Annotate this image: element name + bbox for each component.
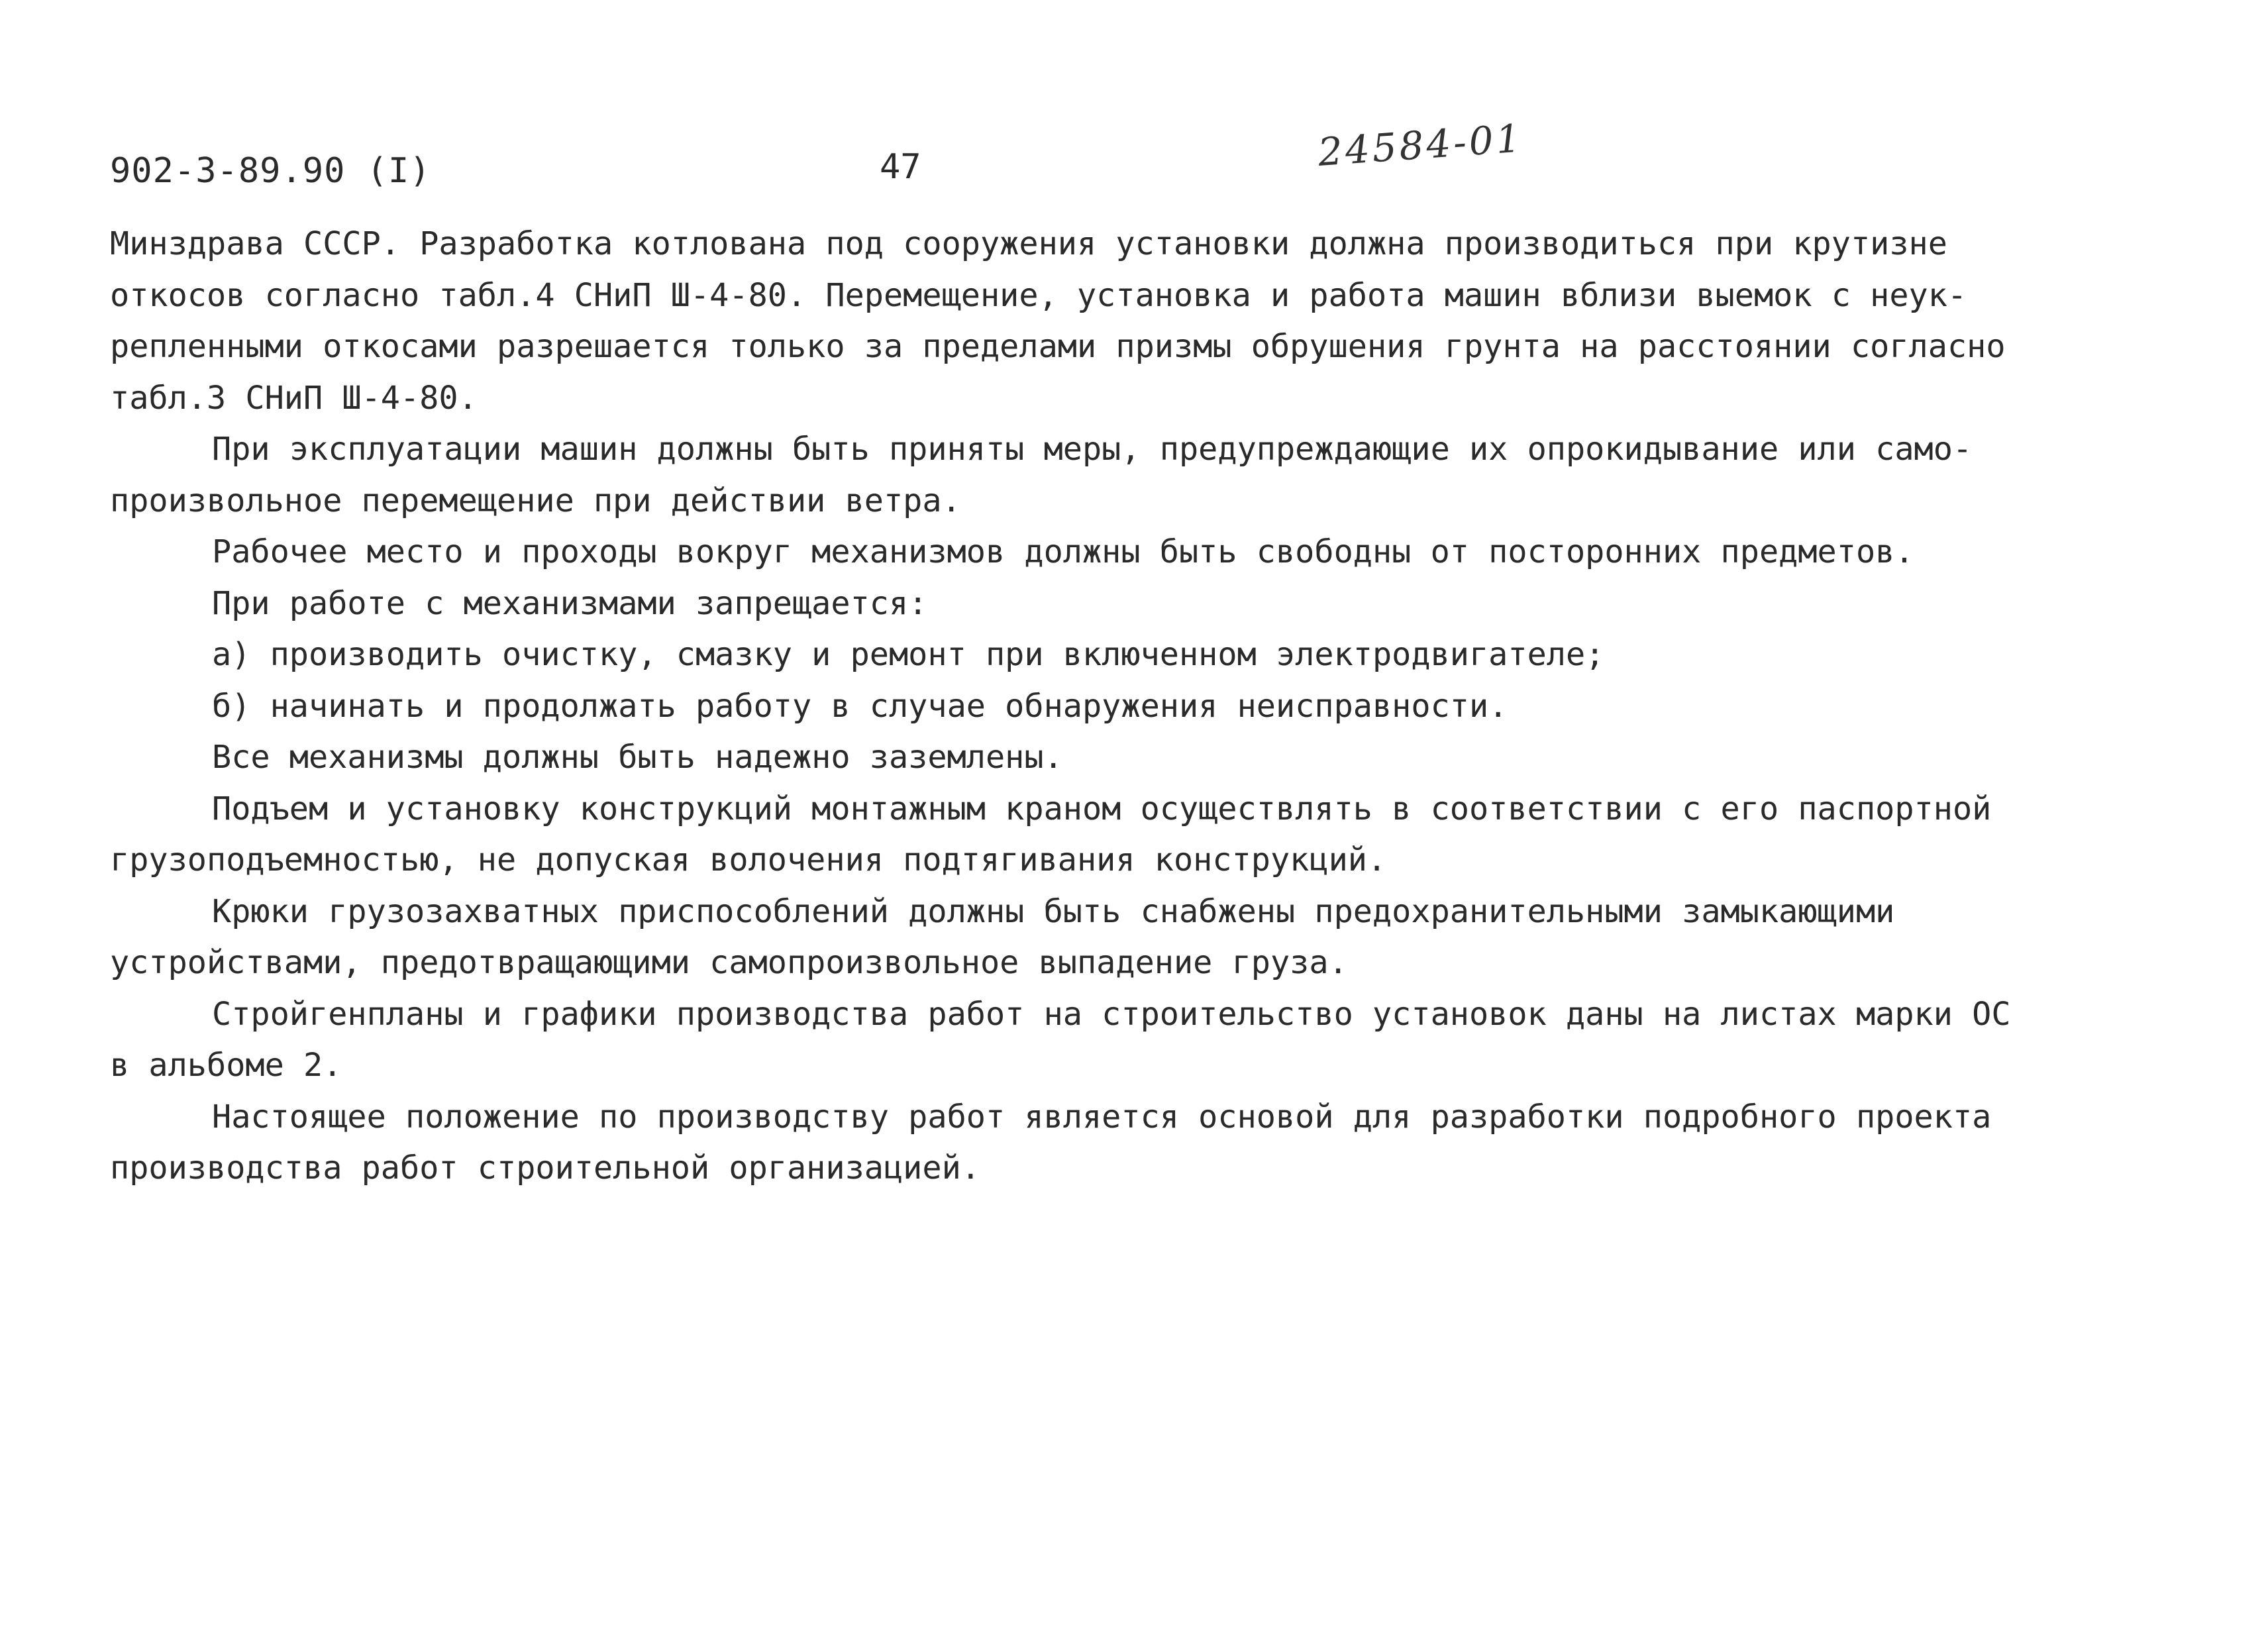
text-line: производства работ строительной организацией. [110, 1149, 980, 1187]
page-number: 47 [880, 147, 921, 187]
paragraph-first-line: Настоящее положение по производству работ является основой для разработки подробного проекта [212, 1098, 1992, 1136]
body-text [110, 219, 2124, 1194]
paragraph-first-line: При работе с механизмами запрещается: [212, 584, 928, 622]
list-item: а) производить очистку, смазку и ремонт при включенном электродвигателе; [212, 636, 1605, 673]
text-line: Минздрава СССР. Разработка котлована под сооружения установки должна производиться при крутизне [110, 225, 1947, 262]
paragraph-first-line: Стройгенпланы и графики производства работ на строительство установок даны на листах марки ОС [212, 995, 2011, 1033]
handwritten-inventory-number: 24584-01 [1316, 115, 1525, 175]
paragraph-first-line: Все механизмы должны быть надежно заземлены. [212, 739, 1063, 776]
paragraph-first-line: Подъем и установку конструкций монтажным краном осуществлять в соответствии с его паспортной [212, 790, 1992, 827]
paragraph-first-line: При эксплуатации машин должны быть приняты меры, предупреждающие их опрокидывание или само- [212, 431, 1973, 468]
text-line: в альбоме 2. [110, 1047, 342, 1084]
text-line: устройствами, предотвращающими самопроизвольное выпадение груза. [110, 944, 1348, 981]
document-code: 902-3-89.90 (I) [110, 151, 431, 191]
paragraph-first-line: Рабочее место и проходы вокруг механизмов должны быть свободны от посторонних предметов. [212, 533, 1914, 570]
text-line: откосов согласно табл.4 СНиП Ш-4-80. Перемещение, установка и работа машин вблизи выемок с неук- [110, 276, 1967, 314]
list-item: б) начинать и продолжать работу в случае обнаружения неисправности. [212, 687, 1508, 725]
text-line: табл.3 СНиП Ш-4-80. [110, 379, 478, 417]
text-line: репленными откосами разрешается только за пределами призмы обрушения грунта на расстоянии согласно [110, 328, 2006, 365]
text-line: произвольное перемещение при действии ветра. [110, 482, 961, 519]
text-line: грузоподъемностью, не допуская волочения подтягивания конструкций. [110, 841, 1387, 878]
paragraph-first-line: Крюки грузозахватных приспособлений должны быть снабжены предохранительными замыкающими [212, 892, 1895, 930]
